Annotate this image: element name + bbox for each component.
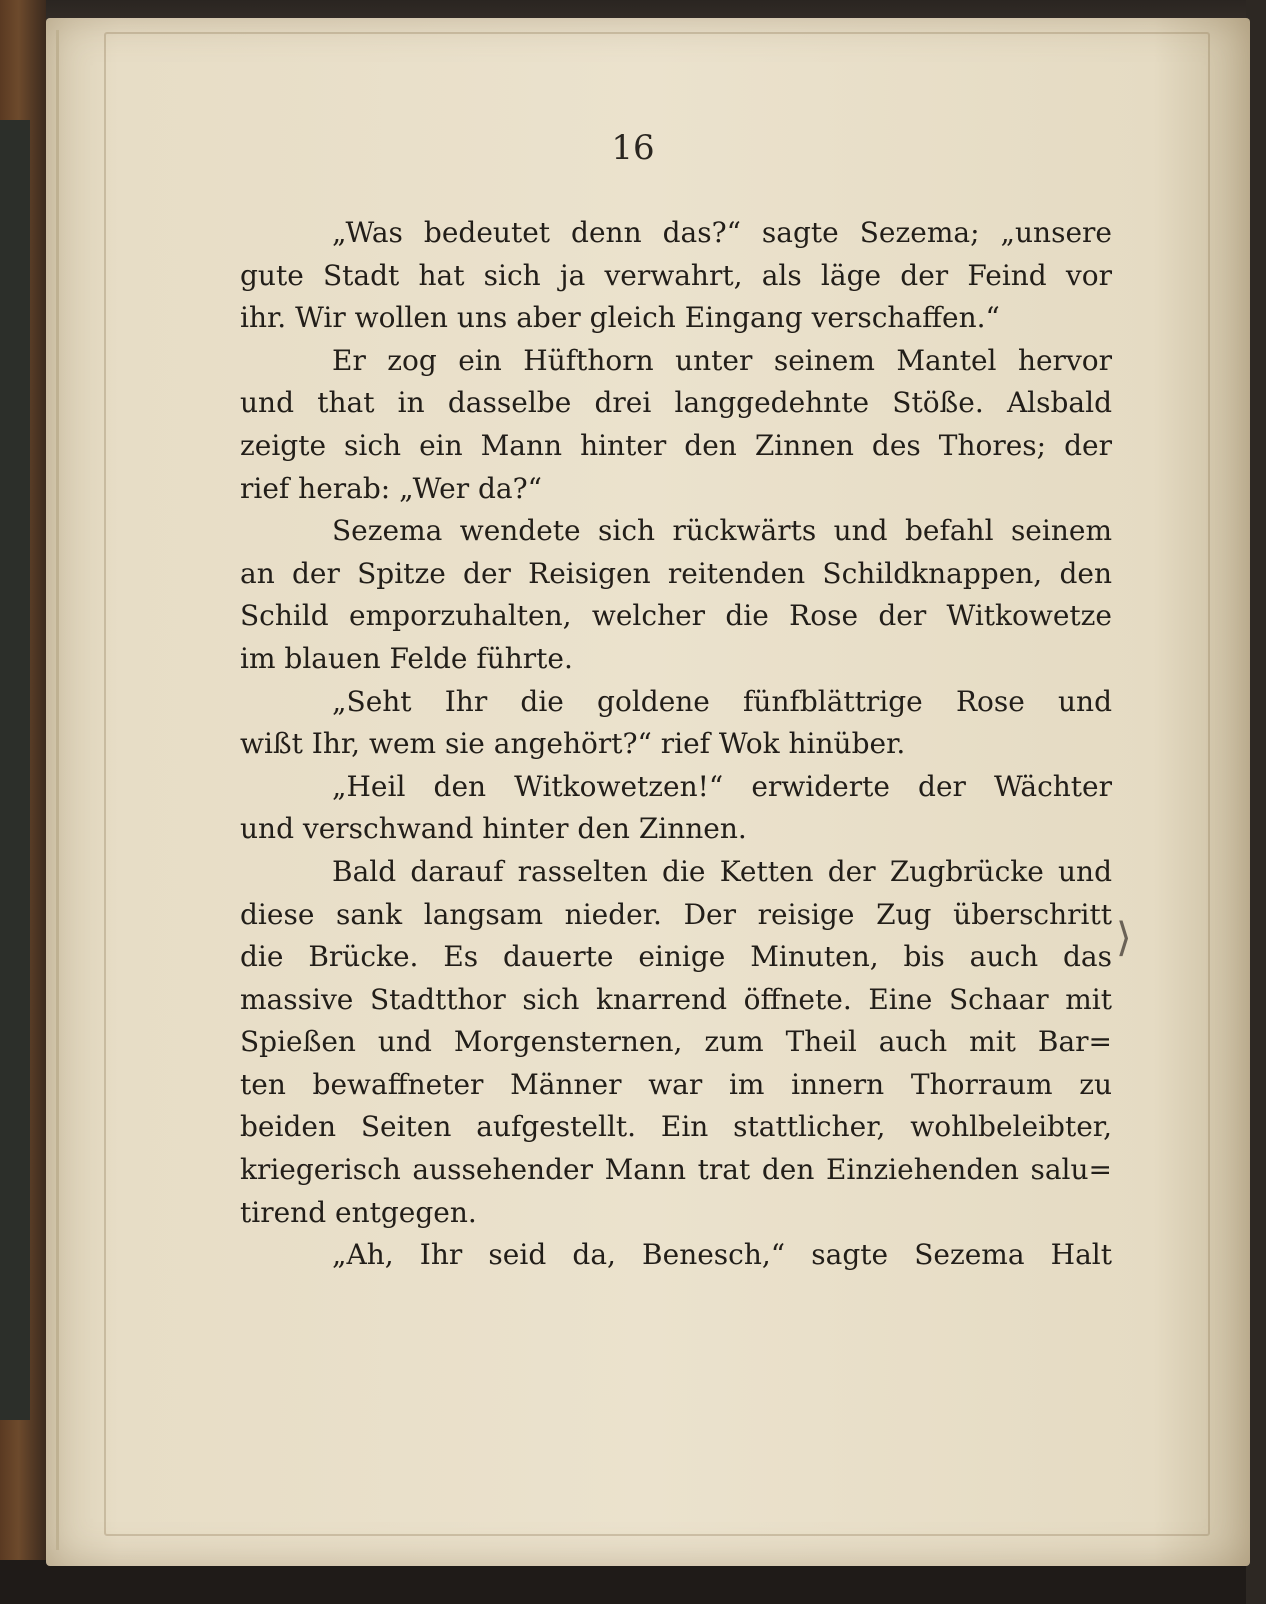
- text-line: Sezema wendete sich rückwärts und befahl seinem: [332, 514, 1112, 548]
- text-line: beiden Seiten aufgestellt. Ein stattlicher, wohlbeleibter,: [240, 1110, 1112, 1144]
- text-line: zeigte sich ein Mann hinter den Zinnen des Thores; der: [240, 428, 1112, 462]
- text-line: an der Spitze der Reisigen reitenden Schildknappen, den: [240, 556, 1112, 590]
- text-line: „Heil den Witkowetzen!“ erwiderte der Wächter: [332, 769, 1112, 803]
- text-line: „Was bedeutet denn das?“ sagte Sezema; „unsere: [332, 216, 1112, 249]
- book-cover-bottom: [0, 1560, 1266, 1604]
- text-line: Spießen und Morgensternen, zum Theil auch mit Bar=: [240, 1025, 1112, 1059]
- page-number: 16: [611, 128, 655, 168]
- margin-bracket-mark: ⟩: [1116, 915, 1132, 961]
- text-line: im blauen Felde führte.: [240, 641, 573, 675]
- text-line: kriegerisch aussehender Mann trat den Einziehenden salu=: [240, 1153, 1112, 1187]
- text-line: „Ah, Ihr seid da, Benesch,“ sagte Sezema Halt: [332, 1238, 1112, 1272]
- text-line: und verschwand hinter den Zinnen.: [240, 812, 747, 846]
- text-line: tirend entgegen.: [240, 1195, 477, 1229]
- text-line: Er zog ein Hüfthorn unter seinem Mantel hervor: [332, 343, 1112, 377]
- body-text: [240, 212, 1112, 1277]
- text-line: gute Stadt hat sich ja verwahrt, als läge der Feind vor: [240, 258, 1112, 292]
- text-line: Schild emporzuhalten, welcher die Rose der Witkowetze: [240, 599, 1112, 633]
- text-line: rief herab: „Wer da?“: [240, 471, 542, 505]
- text-line: ten bewaffneter Männer war im innern Thorraum zu: [240, 1067, 1112, 1101]
- text-line: Bald darauf rasselten die Ketten der Zugbrücke und: [332, 854, 1112, 888]
- page-edge: [56, 30, 59, 1550]
- book-cover-left: [0, 0, 46, 1604]
- text-line: und that in dasselbe drei langgedehnte Stöße. Alsbald: [240, 386, 1112, 420]
- text-line: diese sank langsam nieder. Der reisige Zug überschritt: [240, 897, 1112, 931]
- text-line: die Brücke. Es dauerte einige Minuten, bis auch das: [240, 940, 1112, 974]
- text-line: „Seht Ihr die goldene fünfblättrige Rose und: [332, 684, 1112, 718]
- text-line: wißt Ihr, wem sie angehört?“ rief Wok hinüber.: [240, 727, 906, 761]
- text-line: ihr. Wir wollen uns aber gleich Eingang verschaffen.“: [240, 301, 1000, 335]
- text-line: massive Stadtthor sich knarrend öffnete. Eine Schaar mit: [240, 982, 1112, 1016]
